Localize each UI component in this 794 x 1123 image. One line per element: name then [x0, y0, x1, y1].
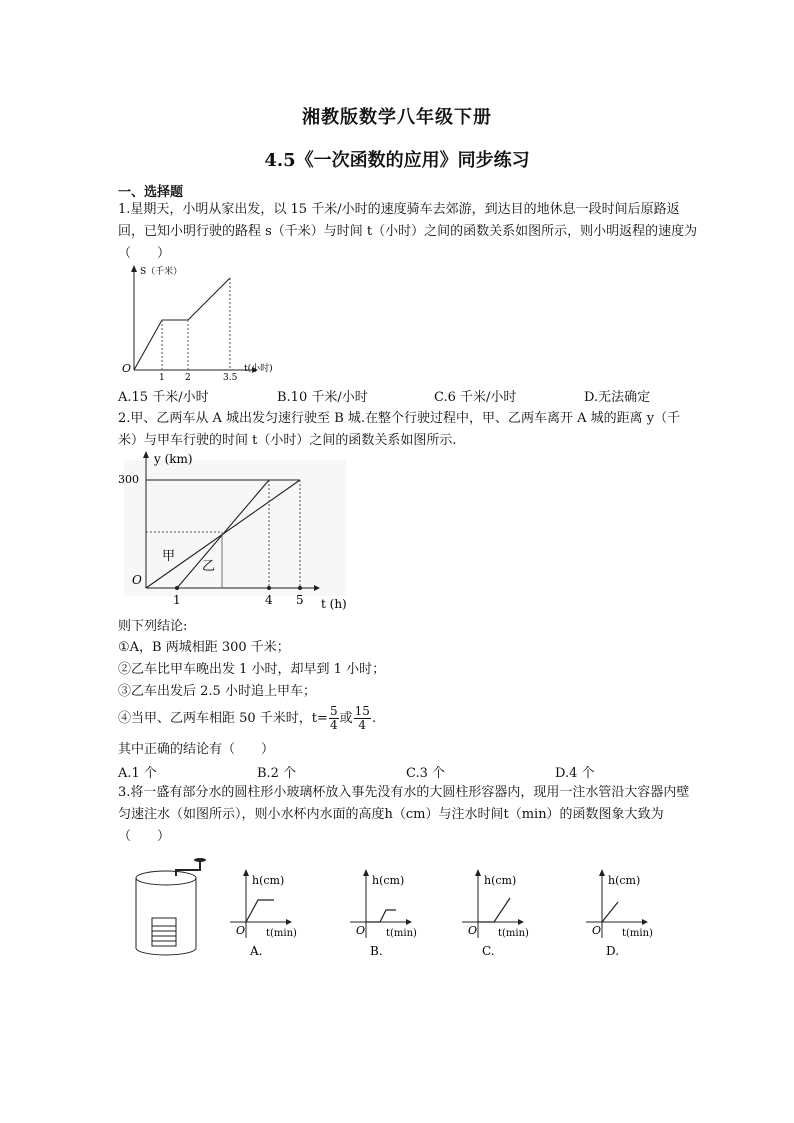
q3-curve [366, 910, 396, 922]
q3-x-arrow [406, 919, 412, 925]
q3-tap [194, 858, 206, 862]
q3-container-bottom [136, 948, 196, 955]
q3-small-cup [152, 918, 176, 946]
q3-choice-label: B. [370, 944, 383, 958]
q3-origin: O [356, 924, 366, 937]
q1-tick-3: 3.5 [223, 373, 238, 382]
q1-ylabel: S（千米） [140, 267, 183, 277]
q1-option-a: A.15 千米/小时 [118, 390, 209, 405]
q1-y-arrow [131, 265, 137, 272]
q2-option-c: C.3 个 [406, 766, 446, 781]
q2-graph [112, 446, 352, 616]
q2-c4-fraction-1 [329, 705, 339, 732]
q3-container-illustration [128, 852, 218, 962]
q3-x-arrow [286, 919, 292, 925]
q2-origin: O [132, 573, 142, 587]
q2-conclusion-1: ①A，B 两城相距 300 千米； [118, 640, 290, 655]
q1-option-c: C.6 千米/小时 [434, 390, 517, 405]
q3-graph-d [586, 869, 653, 958]
q3-xlabel: t(min) [386, 928, 417, 939]
q3-y-arrow [363, 869, 369, 876]
q2-xtick-5: 5 [296, 593, 304, 607]
q3-graph-a [230, 869, 297, 958]
q3-xlabel: t(min) [266, 928, 297, 939]
q3-y-arrow [475, 869, 481, 876]
q3-xlabel: t(min) [498, 928, 529, 939]
q2-ask: 其中正确的结论有（ ） [118, 742, 275, 757]
q2-stem: 2.甲、乙两车从 A 城出发匀速行驶至 B 城.在整个行驶过程中，甲、乙两车离开 A 城的距离 y（千米）与甲车行驶的时间 t（小时）之间的函数关系如图所示. [118, 411, 681, 448]
q2-point-5 [298, 586, 302, 590]
q1-tick-1: 1 [159, 373, 165, 382]
q2-point-4 [267, 586, 271, 590]
q2-conclusion-2: ②乙车比甲车晚出发 1 小时，却早到 1 小时； [118, 662, 386, 677]
q3-curve [246, 900, 274, 922]
q3-x-arrow [518, 919, 524, 925]
q2-intro: 则下列结论: [118, 619, 188, 634]
q3-container-top [136, 871, 196, 885]
q3-origin: O [236, 924, 246, 937]
q3-graph-b [350, 869, 417, 958]
q2-xlabel: t (h) [321, 597, 347, 611]
q3-origin: O [592, 924, 602, 937]
q2-label-jia: 甲 [162, 549, 176, 564]
q1-graph [112, 262, 292, 382]
q2-option-b: B.2 个 [257, 766, 297, 781]
q2-c4-f2-num: 15 [354, 704, 370, 718]
q3-y-arrow [599, 869, 605, 876]
q3-ylabel: h(cm) [484, 874, 517, 887]
section-heading: 一、选择题 [118, 185, 184, 200]
q3-ylabel: h(cm) [252, 874, 285, 887]
q1-origin: O [122, 362, 132, 375]
q3-curve [602, 902, 618, 922]
q2-option-a: A.1 个 [118, 766, 157, 781]
q3-ylabel: h(cm) [608, 874, 641, 887]
q3-choice-label: C. [482, 944, 495, 958]
q2-c4-f1-num: 5 [329, 704, 338, 718]
q1-option-b: B.10 千米/小时 [277, 390, 368, 405]
q2-ytick-300: 300 [118, 473, 139, 486]
q3-x-arrow [642, 919, 648, 925]
q3-stem: 3.将一盛有部分水的圆柱形小玻璃杯放入事先没有水的大圆柱形容器内，现用一注水管沿大容器内壁匀速注水（如图所示），则小水杯内水面的高度h（cm）与注水时间t（min）的函数图象大致为（ ） [118, 785, 690, 844]
q3-graph-c [462, 869, 529, 958]
q3-curve [478, 898, 510, 922]
q1-xlabel: t(小时) [244, 364, 273, 374]
q2-ylabel: y (km) [154, 452, 193, 466]
q3-origin: O [468, 924, 478, 937]
q2-option-d: D.4 个 [555, 766, 595, 781]
q3-ylabel: h(cm) [372, 874, 405, 887]
q2-c4-or: 或 [339, 711, 353, 726]
q2-y-arrow [143, 451, 149, 458]
q2-c4-f1-den: 4 [329, 718, 338, 732]
q2-c4-f2-den: 4 [358, 718, 367, 732]
q3-y-arrow [243, 869, 249, 876]
q1-stem: 1.星期天，小明从家出发，以 15 千米/小时的速度骑车去郊游，到达目的地休息一段时间后原路返回，已知小明行驶的路程 s（千米）与时间 t（小时）之间的函数关系如图所示，则小明返程的速度为（ ） [118, 202, 698, 261]
q2-conclusion-3: ③乙车出发后 2.5 小时追上甲车； [118, 684, 316, 699]
q2-point-1 [175, 586, 179, 590]
q2-c4-fraction-2 [354, 705, 371, 732]
q3-xlabel: t(min) [622, 928, 653, 939]
q2-label-yi: 乙 [202, 559, 216, 574]
q2-xtick-4: 4 [265, 593, 273, 607]
q1-option-d: D.无法确定 [584, 390, 651, 405]
q1-tick-2: 2 [185, 373, 191, 382]
q3-choice-label: D. [606, 944, 620, 958]
q2-c4-end: . [371, 711, 377, 726]
q2-conclusion-4 [118, 704, 698, 734]
page-subtitle: 4.5《一次函数的应用》同步练习 [264, 150, 530, 171]
q2-c4-prefix: ④当甲、乙两车相距 50 千米时，t= [118, 711, 328, 726]
page-title: 湘教版数学八年级下册 [302, 107, 492, 128]
q3-choice-label: A. [250, 944, 263, 958]
q3-graphs [226, 866, 696, 966]
q2-xtick-1: 1 [173, 593, 181, 607]
q1-polyline [134, 278, 230, 370]
